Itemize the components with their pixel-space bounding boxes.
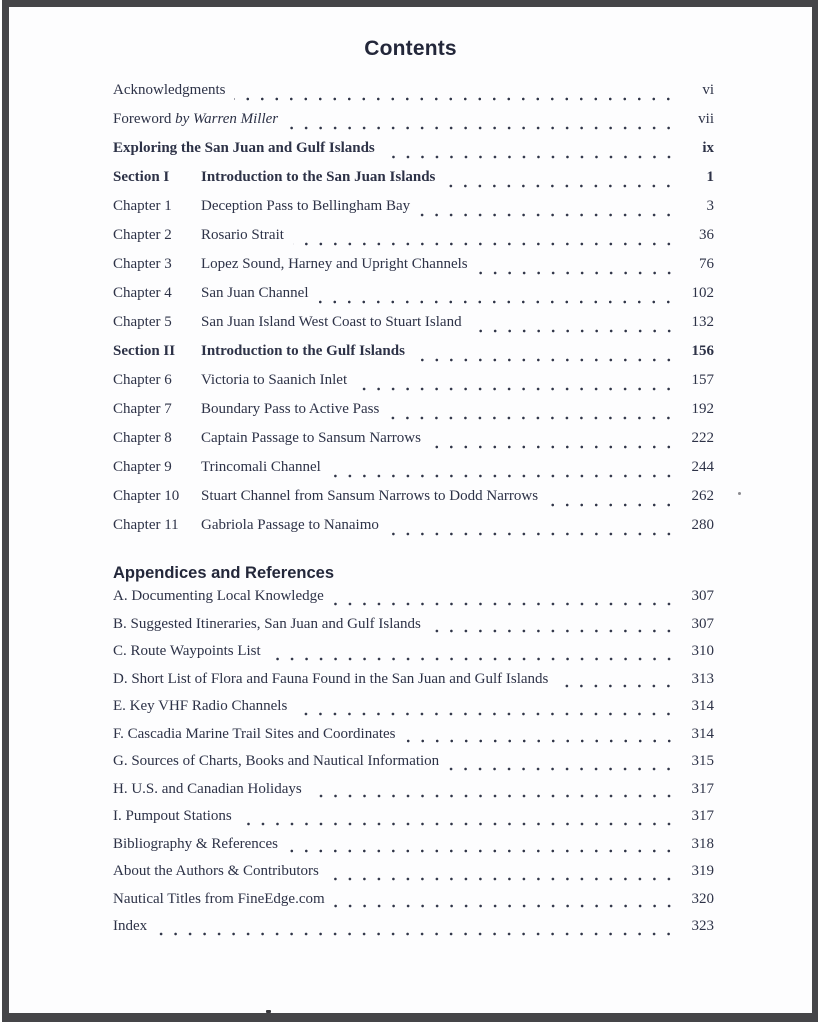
- entry-page-number: 222: [691, 430, 714, 446]
- dot-leader: [557, 684, 676, 688]
- entry-label: Chapter 6: [113, 372, 172, 388]
- dot-leader: [384, 155, 676, 159]
- entry-title: Captain Passage to Sansum Narrows: [201, 430, 421, 446]
- entry-title: C. Route Waypoints List: [113, 643, 261, 659]
- entry-title: E. Key VHF Radio Channels: [113, 698, 288, 714]
- dot-leader: [156, 932, 676, 936]
- dot-leader: [270, 657, 676, 661]
- entry-title: Lopez Sound, Harney and Upright Channels: [201, 256, 468, 272]
- entry-label: Chapter 1: [113, 198, 172, 214]
- entry-label: Chapter 10: [113, 488, 180, 504]
- appendices-header: Appendices and References: [113, 564, 334, 582]
- toc-entry: [113, 616, 714, 644]
- entry-title: Boundary Pass to Active Pass: [201, 401, 380, 417]
- dot-leader: [430, 445, 676, 449]
- entry-title: Bibliography & References: [113, 835, 278, 852]
- dot-leader: [430, 629, 676, 633]
- dot-leader: [448, 767, 676, 771]
- toc-entry: [113, 314, 714, 343]
- toc-entry: [113, 256, 714, 285]
- entry-title: Gabriola Passage to Nanaimo: [201, 517, 379, 533]
- entry-page-number: 307: [691, 615, 714, 632]
- dot-leader: [241, 822, 676, 826]
- toc-entry: [113, 588, 714, 616]
- entry-title: Acknowledgments: [113, 82, 226, 98]
- entry-title: Introduction to the Gulf Islands: [201, 343, 405, 359]
- entry-title: Rosario Strait: [201, 227, 284, 243]
- toc-entry: [113, 808, 714, 836]
- dot-leader: [547, 503, 676, 507]
- entry-title: Introduction to the San Juan Islands: [201, 169, 436, 185]
- dot-leader: [296, 712, 676, 716]
- toc-entry: [113, 169, 714, 198]
- entry-page-number: 156: [691, 343, 714, 359]
- entry-page-number: ix: [702, 140, 714, 156]
- dot-leader: [388, 532, 676, 536]
- toc-entry: [113, 836, 714, 864]
- entry-page-number: 318: [691, 835, 714, 852]
- entry-page-number: 157: [691, 372, 714, 388]
- toc-entry: [113, 517, 714, 546]
- scan-artifact: [266, 1010, 271, 1013]
- dot-leader: [234, 97, 676, 101]
- dot-leader: [317, 300, 676, 304]
- entry-title: Index: [113, 918, 148, 934]
- entry-page-number: 314: [691, 698, 714, 714]
- entry-page-number: 320: [691, 890, 714, 907]
- toc-entry: [113, 82, 714, 111]
- toc-entry: [113, 111, 714, 140]
- dot-leader: [287, 126, 676, 130]
- toc-entry: [113, 781, 714, 809]
- dot-leader: [333, 602, 676, 606]
- dot-leader: [334, 904, 676, 908]
- dot-leader: [356, 387, 676, 391]
- entry-page-number: 36: [699, 227, 714, 243]
- entry-page-number: vi: [702, 82, 714, 98]
- entry-label: Chapter 4: [113, 285, 172, 301]
- entry-label: Section I: [113, 169, 170, 185]
- toc-entry: [113, 285, 714, 314]
- entry-title: Nautical Titles from FineEdge.com: [113, 890, 325, 907]
- entry-page-number: 1: [706, 169, 714, 185]
- entry-title: San Juan Channel: [201, 285, 309, 301]
- dot-leader: [287, 849, 676, 853]
- dot-leader: [311, 794, 676, 798]
- toc-entry: [113, 430, 714, 459]
- entry-page-number: 280: [691, 517, 714, 533]
- entry-page-number: 76: [699, 256, 714, 272]
- entry-title: G. Sources of Charts, Books and Nautical Information: [113, 753, 440, 769]
- entry-title-text: Foreword: [113, 111, 172, 127]
- dot-leader: [414, 358, 676, 362]
- toc-entry: [113, 891, 714, 919]
- entry-page-number: 244: [691, 459, 714, 475]
- toc-entry: [113, 698, 714, 726]
- entry-label: Chapter 5: [113, 314, 172, 330]
- toc-entry: [113, 643, 714, 671]
- dot-leader: [444, 184, 676, 188]
- entry-title: Trincomali Channel: [201, 459, 321, 475]
- entry-page-number: 262: [691, 488, 714, 504]
- toc-entry: [113, 401, 714, 430]
- entry-page-number: 319: [691, 863, 714, 879]
- toc-entry: [113, 198, 714, 227]
- toc-entry: [113, 671, 714, 699]
- entry-page-number: 323: [691, 918, 714, 934]
- book-page: [9, 7, 812, 1013]
- toc-entry: [113, 372, 714, 401]
- toc-entry: [113, 726, 714, 754]
- entry-label: Chapter 8: [113, 430, 172, 446]
- entry-title: Deception Pass to Bellingham Bay: [201, 198, 411, 214]
- entry-page-number: 192: [691, 401, 714, 417]
- dot-leader: [471, 329, 676, 333]
- entry-title-italic: by Warren Miller: [175, 111, 279, 127]
- entry-title: San Juan Island West Coast to Stuart Island: [201, 314, 462, 330]
- entry-title: I. Pumpout Stations: [113, 808, 232, 824]
- entry-title: Victoria to Saanich Inlet: [201, 372, 348, 388]
- entry-label: Chapter 9: [113, 459, 172, 475]
- entry-label: Section II: [113, 343, 176, 359]
- toc-entry: [113, 140, 714, 169]
- entry-page-number: vii: [698, 111, 714, 127]
- entry-label: Chapter 3: [113, 256, 172, 272]
- entry-page-number: 102: [691, 285, 714, 301]
- dot-leader: [405, 739, 676, 743]
- toc-entry: [113, 918, 714, 946]
- entry-title: [113, 111, 278, 128]
- toc-entry: [113, 863, 714, 891]
- entry-page-number: 313: [691, 670, 714, 687]
- entry-page-number: 315: [691, 753, 714, 769]
- toc-entry: [113, 753, 714, 781]
- entry-page-number: 317: [691, 808, 714, 824]
- toc-entry: [113, 227, 714, 256]
- entry-label: Chapter 2: [113, 227, 172, 243]
- entry-title: About the Authors & Contributors: [113, 863, 319, 879]
- dot-leader: [328, 877, 676, 881]
- entry-page-number: 310: [691, 643, 714, 659]
- entry-title: F. Cascadia Marine Trail Sites and Coordinates: [113, 725, 396, 742]
- scan-artifact: [738, 492, 741, 495]
- table-of-contents: [9, 82, 812, 946]
- dot-leader: [388, 416, 676, 420]
- dot-leader: [293, 242, 676, 246]
- dot-leader: [419, 213, 676, 217]
- dot-leader: [330, 474, 676, 478]
- toc-entry: [113, 343, 714, 372]
- entry-title: A. Documenting Local Knowledge: [113, 588, 324, 604]
- entry-label: Chapter 11: [113, 517, 179, 533]
- entry-page-number: 3: [706, 198, 714, 214]
- entry-page-number: 307: [691, 588, 714, 604]
- entry-page-number: 314: [691, 725, 714, 742]
- dot-leader: [477, 271, 676, 275]
- contents-title: Contents: [364, 37, 457, 60]
- entry-title: Stuart Channel from Sansum Narrows to Dodd Narrows: [201, 488, 539, 504]
- entry-title: D. Short List of Flora and Fauna Found in the San Juan and Gulf Islands: [113, 670, 549, 687]
- entry-title: B. Suggested Itineraries, San Juan and Gulf Islands: [113, 615, 421, 632]
- entry-label: Chapter 7: [113, 401, 172, 417]
- entry-title: Exploring the San Juan and Gulf Islands: [113, 140, 375, 156]
- entry-page-number: 132: [691, 314, 714, 330]
- toc-entry: [113, 459, 714, 488]
- toc-entry: [113, 488, 714, 517]
- entry-title: H. U.S. and Canadian Holidays: [113, 780, 302, 797]
- entry-page-number: 317: [691, 780, 714, 797]
